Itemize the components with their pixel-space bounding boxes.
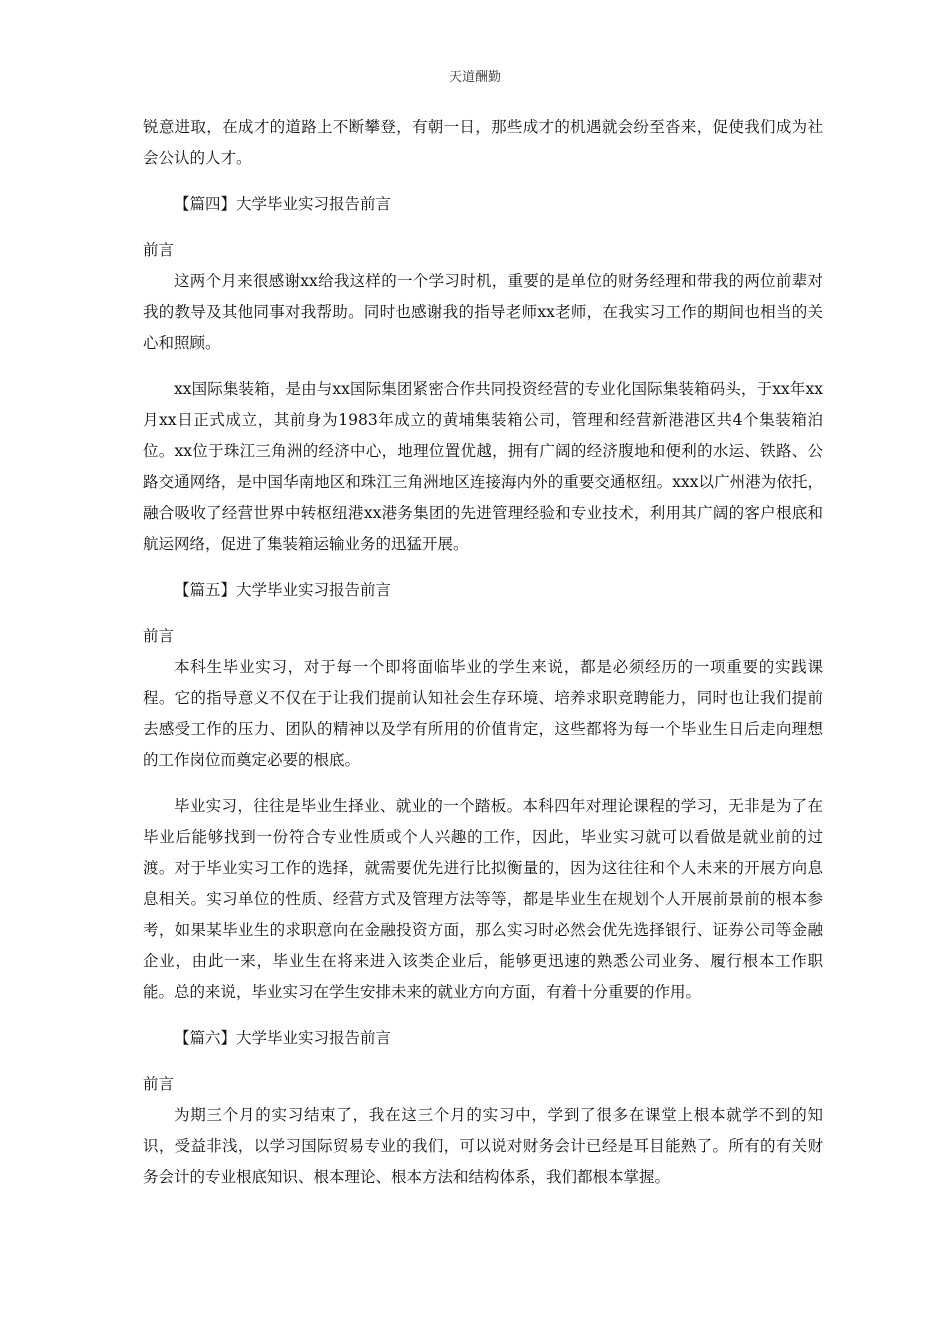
section-5-paragraph-2: 毕业实习，往往是毕业生择业、就业的一个踏板。本科四年对理论课程的学习，无非是为了在毕业后能够找到一份符合专业性质或个人兴趣的工作，因此，毕业实习就可以看做是就业前的过渡。对于毕业实习工作的选择，就需要优先进行比拟衡量的，因为这往往和个人未来的开展方向息息相关。实习单位的性质、经营方式及管理方法等等，都是毕业生在规划个人开展前景前的根本参考，如果某毕业生的求职意向在金融投资方面，那么实习时必然会优先选择银行、证券公司等金融企业，由此一来，毕业生在将来进入该类企业后，能够更迅速的熟悉公司业务、履行根本工作职能。总的来说，毕业实习在学生安排未来的就业方向方面，有着十分重要的作用。 [143, 797, 823, 1001]
intro-continuation: 锐意进取，在成才的道路上不断攀登，有朝一日，那些成才的机遇就会纷至沓来，促使我们成为社会公认的人才。 [143, 118, 823, 167]
section-title-6: 【篇六】大学毕业实习报告前言 [174, 1029, 392, 1047]
section-label-4: 前言 [143, 241, 175, 259]
section-title-4: 【篇四】大学毕业实习报告前言 [174, 195, 392, 213]
section-4-paragraph-1: 这两个月来很感谢xx给我这样的一个学习时机，重要的是单位的财务经理和带我的两位前辈对我的教导及其他同事对我帮助。同时也感谢我的指导老师xx老师，在我实习工作的期间也相当的关心和照顾。 [143, 272, 823, 352]
section-5-paragraph-1: 本科生毕业实习，对于每一个即将面临毕业的学生来说，都是必须经历的一项重要的实践课程。它的指导意义不仅在于让我们提前认知社会生存环境、培养求职竞聘能力，同时也让我们提前去感受工作的压力、团队的精神以及学有所用的价值肯定，这些都将为每一个毕业生日后走向理想的工作岗位而奠定必要的根底。 [143, 658, 823, 769]
document-body [143, 112, 823, 1193]
section-4-paragraph-2: xx国际集装箱，是由与xx国际集团紧密合作共同投资经营的专业化国际集装箱码头，于xx年xx月xx日正式成立，其前身为1983年成立的黄埔集装箱公司，管理和经营新港港区共4个集装箱泊位。xx位于珠江三角洲的经济中心，地理位置优越，拥有广阔的经济腹地和便利的水运、铁路、公路交通网络，是中国华南地区和珠江三角洲地区连接海内外的重要交通枢纽。xxx以广州港为依托，融合吸收了经营世界中转枢纽港xx港务集团的先进管理经验和专业技术，利用其广阔的客户根底和航运网络，促进了集装箱运输业务的迅猛开展。 [143, 380, 823, 553]
page-header: 天道酬勤 [448, 70, 501, 85]
section-label-6: 前言 [143, 1075, 175, 1093]
section-6-paragraph-1: 为期三个月的实习结束了，我在这三个月的实习中，学到了很多在课堂上根本就学不到的知识，受益非浅，以学习国际贸易专业的我们，可以说对财务会计已经是耳目能熟了。所有的有关财务会计的专业根底知识、根本理论、根本方法和结构体系，我们都根本掌握。 [143, 1106, 823, 1186]
section-label-5: 前言 [143, 627, 175, 645]
section-title-5: 【篇五】大学毕业实习报告前言 [174, 581, 392, 599]
